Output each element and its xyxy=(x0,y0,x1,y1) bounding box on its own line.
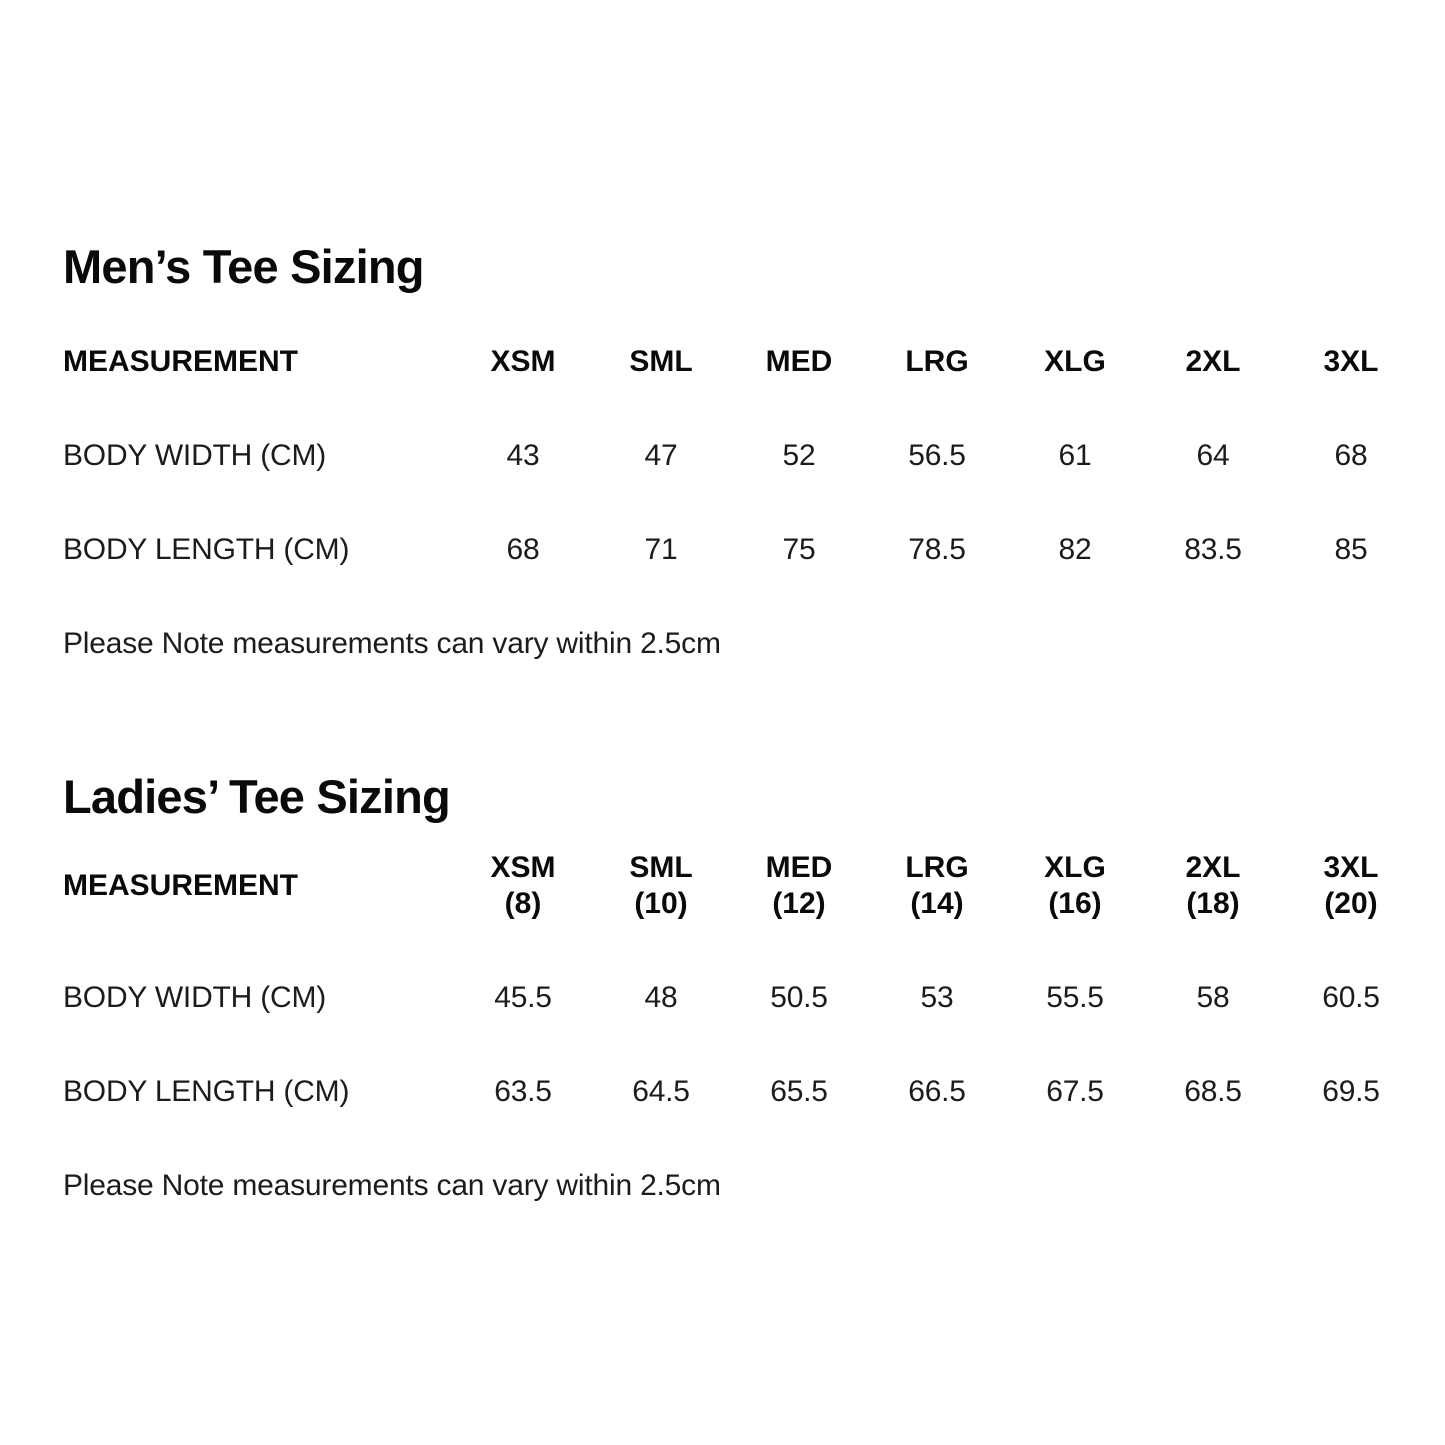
mens-sizing-section xyxy=(63,240,1420,662)
dress-size: (14) xyxy=(910,887,964,920)
table-cell: 68 xyxy=(1334,439,1368,472)
size-code: 3XL xyxy=(1323,851,1379,884)
mens-col-header-sml: SML xyxy=(629,345,693,378)
table-cell: 64 xyxy=(1196,439,1230,472)
table-cell: 67.5 xyxy=(1046,1075,1104,1108)
table-cell: 65.5 xyxy=(770,1075,828,1108)
ladies-row-body-length xyxy=(63,1074,1420,1110)
table-cell: 55.5 xyxy=(1046,981,1104,1014)
dress-size: (10) xyxy=(634,887,688,920)
row-label-body-width: BODY WIDTH (CM) xyxy=(63,439,327,472)
row-label-body-length: BODY LENGTH (CM) xyxy=(63,1075,350,1108)
table-cell: 52 xyxy=(782,439,816,472)
table-cell: 43 xyxy=(506,439,540,472)
table-cell: 75 xyxy=(782,533,816,566)
size-code: MED xyxy=(765,851,833,884)
mens-col-header-lrg: LRG xyxy=(905,345,969,378)
mens-row-body-length xyxy=(63,532,1420,568)
table-cell: 66.5 xyxy=(908,1075,966,1108)
mens-col-header-xlg: XLG xyxy=(1044,345,1106,378)
ladies-sizing-table xyxy=(63,850,1420,1110)
ladies-col-header-3xl xyxy=(1282,850,1420,922)
table-cell: 58 xyxy=(1196,981,1230,1014)
size-code: LRG xyxy=(905,851,969,884)
ladies-col-header-xlg xyxy=(1006,850,1144,922)
ladies-col-header-sml xyxy=(592,850,730,922)
ladies-col-header-xsm xyxy=(454,850,592,922)
dress-size: (18) xyxy=(1186,887,1240,920)
table-cell: 69.5 xyxy=(1322,1075,1380,1108)
table-cell: 85 xyxy=(1334,533,1368,566)
ladies-col-header-med xyxy=(730,850,868,922)
size-code: 2XL xyxy=(1185,851,1241,884)
table-cell: 56.5 xyxy=(908,439,966,472)
ladies-col-header-lrg xyxy=(868,850,1006,922)
ladies-header-row xyxy=(63,850,1420,922)
table-cell: 50.5 xyxy=(770,981,828,1014)
table-cell: 47 xyxy=(644,439,678,472)
table-cell: 48 xyxy=(644,981,678,1014)
row-label-body-length: BODY LENGTH (CM) xyxy=(63,533,350,566)
row-label-body-width: BODY WIDTH (CM) xyxy=(63,981,327,1014)
mens-col-header-2xl: 2XL xyxy=(1185,345,1241,378)
mens-sizing-table xyxy=(63,344,1420,568)
mens-col-header-3xl: 3XL xyxy=(1323,345,1379,378)
dress-size: (8) xyxy=(504,887,542,920)
dress-size: (16) xyxy=(1048,887,1102,920)
dress-size: (20) xyxy=(1324,887,1378,920)
table-cell: 61 xyxy=(1058,439,1092,472)
size-code: XSM xyxy=(490,851,556,884)
table-cell: 83.5 xyxy=(1184,533,1242,566)
table-cell: 53 xyxy=(920,981,954,1014)
ladies-col-header-measurement: MEASUREMENT xyxy=(63,869,299,902)
table-cell: 64.5 xyxy=(632,1075,690,1108)
mens-col-header-med: MED xyxy=(765,345,833,378)
ladies-sizing-section xyxy=(63,770,1420,1204)
ladies-measurement-note: Please Note measurements can vary within 2.5cm xyxy=(63,1169,721,1202)
mens-col-header-measurement: MEASUREMENT xyxy=(63,345,299,378)
table-cell: 45.5 xyxy=(494,981,552,1014)
ladies-row-body-width xyxy=(63,980,1420,1016)
mens-col-header-xsm: XSM xyxy=(490,345,556,378)
size-code: SML xyxy=(629,851,693,884)
size-code: XLG xyxy=(1044,851,1106,884)
table-cell: 68 xyxy=(506,533,540,566)
ladies-col-header-2xl xyxy=(1144,850,1282,922)
ladies-section-title: Ladies’ Tee Sizing xyxy=(63,770,450,823)
table-cell: 78.5 xyxy=(908,533,966,566)
table-cell: 63.5 xyxy=(494,1075,552,1108)
mens-row-body-width xyxy=(63,438,1420,474)
dress-size: (12) xyxy=(772,887,826,920)
table-cell: 71 xyxy=(644,533,678,566)
mens-header-row xyxy=(63,344,1420,380)
table-cell: 68.5 xyxy=(1184,1075,1242,1108)
table-cell: 82 xyxy=(1058,533,1092,566)
mens-measurement-note: Please Note measurements can vary within 2.5cm xyxy=(63,627,721,660)
mens-section-title: Men’s Tee Sizing xyxy=(63,240,424,293)
table-cell: 60.5 xyxy=(1322,981,1380,1014)
